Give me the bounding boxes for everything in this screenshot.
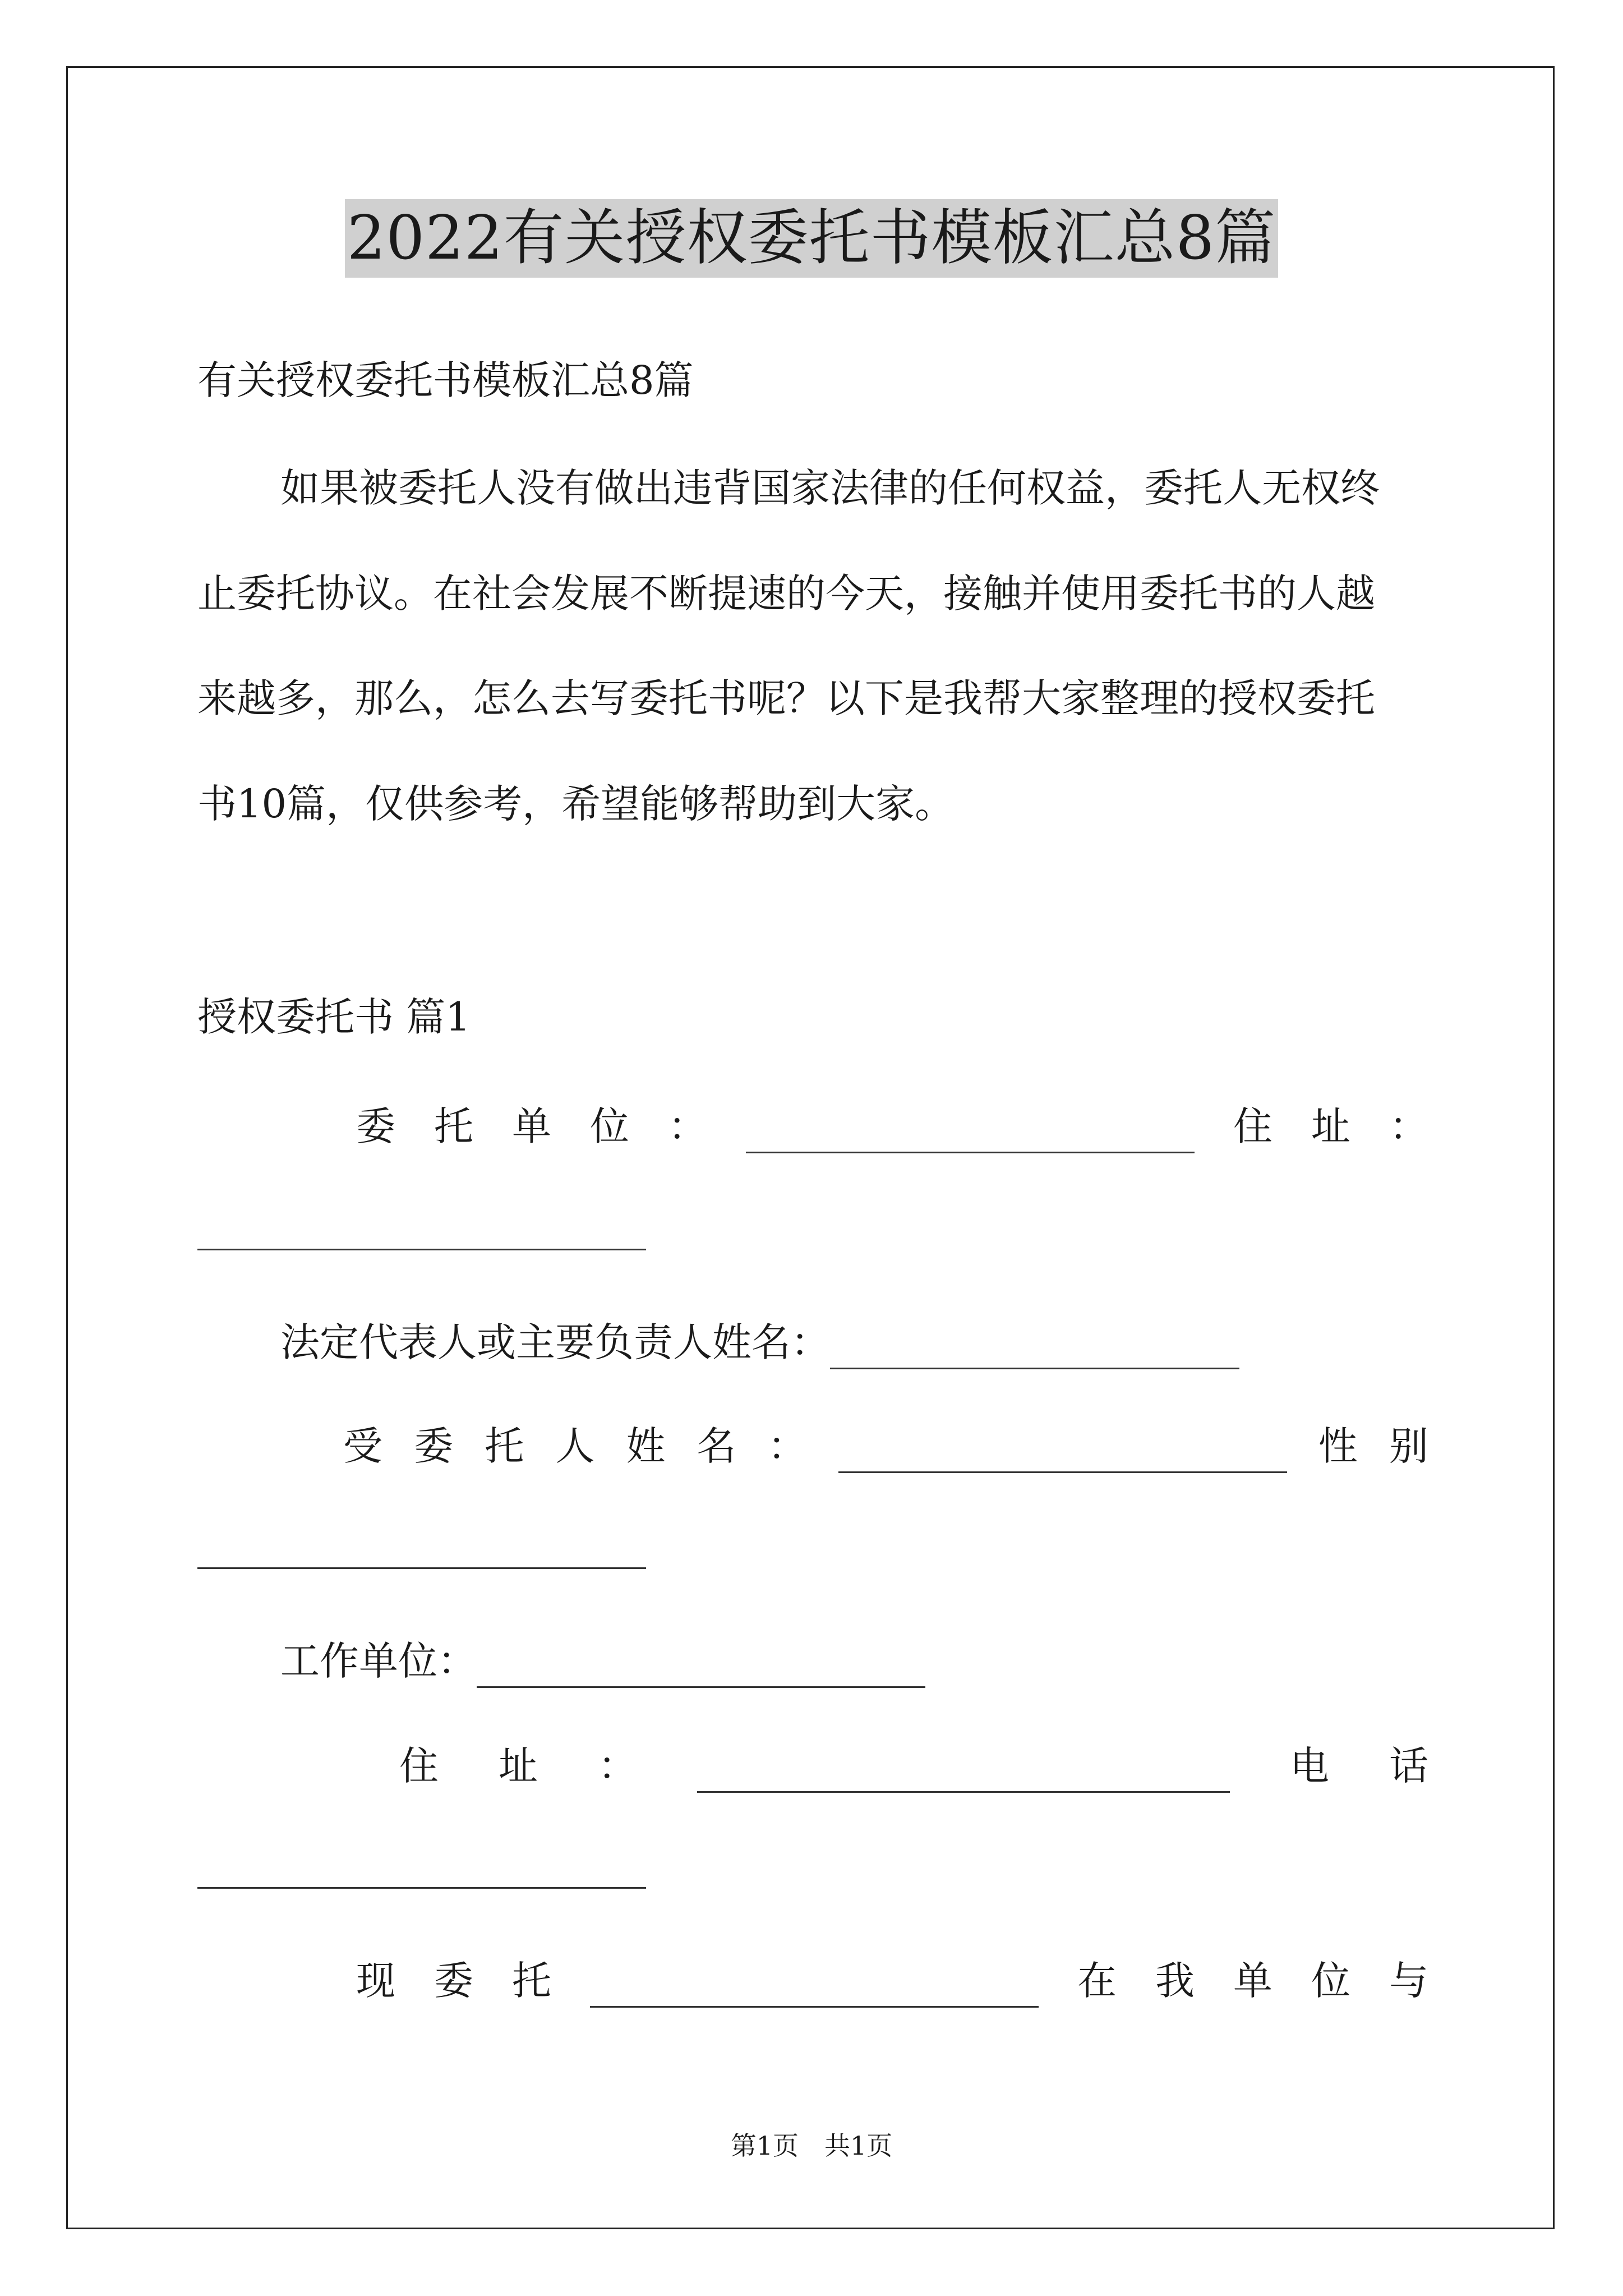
at-unit-char: 位 [1311,1958,1350,2004]
now-entrust-blank [590,1967,1039,2008]
title-wrap [0,199,1623,278]
address-char: ： [1389,1103,1428,1149]
row-address-phone [399,1739,1428,1793]
at-unit-char: 在 [1077,1958,1117,2004]
row-work-unit [280,1634,925,1688]
work-unit-label: 工作单位： [280,1638,477,1684]
document-title: 2022有关授权委托书模板汇总8篇 [345,199,1279,278]
trustee-name-char: 人 [555,1423,595,1469]
now-entrust-char: 现 [356,1958,395,2004]
phone-char: 电 [1290,1743,1329,1789]
section-heading: 授权委托书 篇1 [197,994,471,1040]
address-char: 址 [1311,1103,1350,1149]
row-entrust-unit [356,1099,1428,1153]
gender-blank [197,1565,646,1569]
trustee-name-char: 托 [485,1423,524,1469]
phone-blank [197,1885,646,1889]
legal-rep-blank [830,1328,1239,1369]
address-char: 住 [399,1743,439,1789]
intro-line-3: 来越多，那么，怎么去写委托书呢？以下是我帮大家整理的授权委托 [197,675,1375,721]
row-trustee-name [343,1419,1428,1473]
address-blank-1 [197,1246,646,1250]
at-unit-char: 与 [1389,1958,1428,2004]
entrust-unit-blank [746,1112,1195,1153]
page-footer: 第1页 共1页 [730,2131,893,2161]
gender-char: 别 [1389,1423,1428,1469]
entrust-unit-char: 位 [590,1103,629,1149]
address-blank-2 [697,1752,1230,1793]
at-unit-char: 单 [1233,1958,1272,2004]
row-now-entrust [356,1954,1428,2008]
trustee-name-char: 名 [697,1423,736,1469]
work-unit-blank [477,1647,925,1688]
entrust-unit-char: 单 [512,1103,551,1149]
intro-line-1: 如果被委托人没有做出违背国家法律的任何权益，委托人无权终 [280,465,1380,511]
entrust-unit-char: 托 [434,1103,473,1149]
document-subtitle: 有关授权委托书模板汇总8篇 [197,357,694,403]
phone-char: 话 [1389,1743,1428,1789]
address-char: 住 [1233,1103,1272,1149]
trustee-name-char: ： [767,1423,807,1469]
row-legal-rep [280,1315,1239,1369]
intro-line-4: 书10篇，仅供参考，希望能够帮助到大家。 [197,781,955,827]
gender-char: 性 [1318,1423,1358,1469]
trustee-name-char: 受 [343,1423,382,1469]
entrust-unit-char: ： [668,1103,707,1149]
intro-line-2: 止委托协议。在社会发展不断提速的今天，接触并使用委托书的人越 [197,570,1375,616]
now-entrust-char: 托 [512,1958,551,2004]
trustee-name-blank [838,1432,1287,1473]
now-entrust-char: 委 [434,1958,473,2004]
at-unit-char: 我 [1155,1958,1195,2004]
trustee-name-char: 委 [414,1423,454,1469]
entrust-unit-char: 委 [356,1103,395,1149]
trustee-name-char: 姓 [626,1423,666,1469]
address-char: 址 [499,1743,538,1789]
address-char: ： [598,1743,637,1789]
legal-rep-label: 法定代表人或主要负责人姓名： [280,1319,830,1365]
